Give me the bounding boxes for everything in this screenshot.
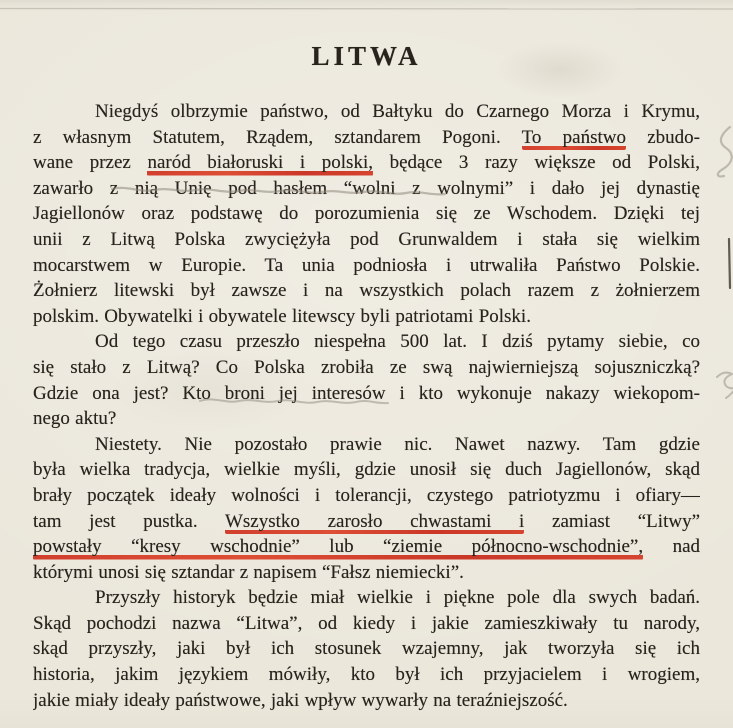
text-line (33, 253, 700, 279)
page-title: LITWA (311, 41, 422, 71)
text-block (33, 99, 700, 713)
text-segment: zbudo- (625, 126, 700, 148)
text-segment: z własnym Statutem, Rządem, sztandarem Pogoni. (33, 126, 522, 148)
text-segment: którymi unosi się sztandar z napisem “Fałsz niemiecki”. (33, 561, 464, 583)
text-segment: tam jest pustka. (33, 510, 225, 532)
text-line (33, 278, 700, 304)
scan-edge-mark (729, 239, 730, 288)
text-line (33, 125, 700, 151)
text-segment: Gdzie ona jest? Kto broni jej interesów i kto wykonuje nakazy wiekopom- (33, 382, 700, 404)
text-line (33, 688, 700, 714)
text-line (33, 150, 700, 176)
paragraph (33, 585, 700, 713)
text-line (33, 355, 700, 381)
red-underlined-text: powstały “kresy wschodnie” lub “ziemie północno-wschodnie”, (33, 536, 643, 560)
text-segment: zamiast “Litwy” (524, 510, 700, 532)
text-line (33, 227, 700, 253)
text-segment: polskim. Obywatelki i obywatele litewscy byli patriotami Polski. (33, 305, 531, 327)
text-segment: Niegdyś olbrzymie państwo, od Bałtyku do Czarnego Morza i Krymu, (95, 101, 700, 122)
text-line (33, 534, 700, 560)
text-line (33, 560, 700, 586)
text-segment: mocarstwem w Europie. Ta unia podniosła i utrwaliła Państwo Polskie. (33, 254, 700, 276)
text-line (33, 406, 700, 432)
text-segment: nego aktu? (33, 408, 117, 430)
text-line (33, 329, 700, 355)
text-line (33, 381, 700, 407)
text-segment: jakie miały ideały państwowe, jaki wpływ wywarły na teraźniejszość. (33, 689, 568, 711)
text-segment: będące 3 razy większe od Polski, (372, 152, 700, 174)
text-line (33, 99, 700, 125)
text-segment: wane przez (33, 152, 148, 174)
text-segment: zawarło z nią Unię pod hasłem “wolni z wolnymi” i dało jej dynastię (33, 177, 700, 199)
red-underlined-text: To państwo (522, 127, 626, 151)
text-line (33, 432, 700, 458)
text-line (33, 509, 700, 535)
paragraph (33, 432, 700, 586)
text-line (33, 611, 700, 637)
text-line (33, 585, 700, 611)
text-line (33, 176, 700, 202)
text-line (33, 457, 700, 483)
pencil-margin-scribble (717, 373, 733, 398)
text-line (33, 662, 700, 688)
text-segment: brały początek ideały wolności i tolerancji, czystego patriotyzmu i ofiary— (33, 484, 700, 506)
text-segment: unii z Litwą Polska zwyciężyła pod Grunwaldem i stała się wielkim (33, 228, 700, 250)
text-segment: Skąd pochodzi nazwa “Litwa”, od kiedy i jakie zamieszkiwały tu narody, (33, 612, 700, 634)
paragraph (33, 99, 700, 329)
text-segment: Niestety. Nie pozostało prawie nic. Nawet nazwy. Tam gdzie (95, 433, 700, 455)
text-segment: była wielka tradycja, wielkie myśli, gdzie unosił się duch Jagiellonów, skąd (33, 459, 700, 481)
text-segment: nad (643, 536, 700, 558)
pencil-margin-curl (718, 127, 732, 176)
text-line (33, 304, 700, 330)
text-segment: Od tego czasu przeszło niespełna 500 lat. I dziś pytamy siebie, co (95, 331, 700, 353)
text-line (33, 201, 700, 227)
text-segment: Jagiellonów oraz podstawę do porozumienia się ze Wschodem. Dzięki tej (33, 203, 700, 225)
paragraph (33, 329, 700, 431)
scan-edge-line (0, 9, 733, 10)
text-line (33, 483, 700, 509)
red-underlined-text: naród białoruski i polski, (147, 152, 373, 176)
text-line (33, 636, 700, 662)
text-segment: skąd przyszły, jaki był ich stosunek wzajemny, jak tworzyła się ich (33, 638, 700, 660)
text-segment: się stało z Litwą? Co Polska zrobiła ze swą najwierniejszą sojuszniczką? (33, 356, 700, 378)
text-segment: historia, jakim językiem mówiły, kto był ich przyjacielem i wrogiem, (33, 664, 700, 686)
red-underlined-text: Wszystko zarosło chwastami i (225, 511, 524, 535)
text-segment: Żołnierz litewski był zawsze i na wszystkich polach razem z żołnierzem (33, 280, 700, 302)
text-segment: Przyszły historyk będzie miał wielkie i piękne pole dla swych badań. (95, 587, 700, 609)
